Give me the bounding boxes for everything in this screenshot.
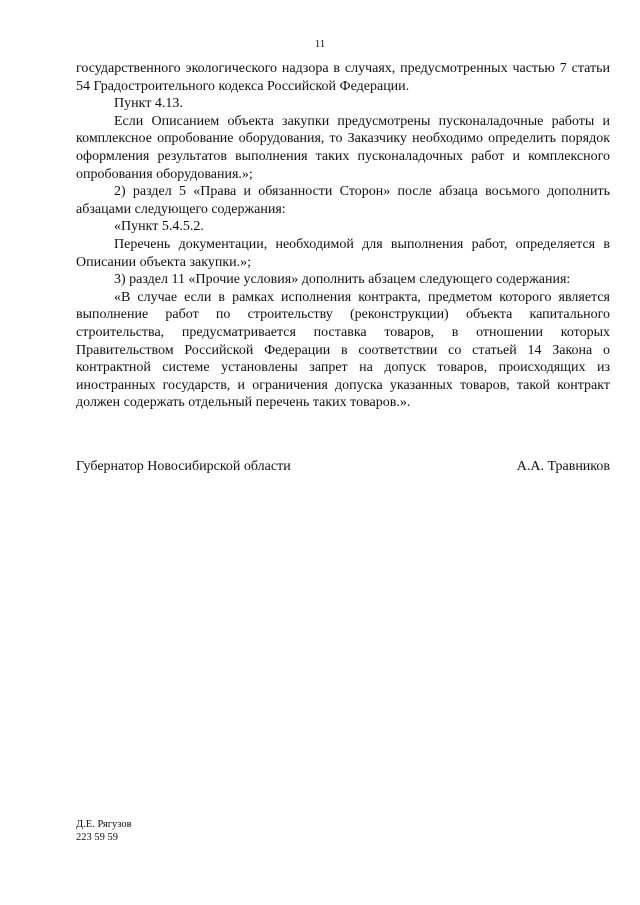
paragraph: «В случае если в рамках исполнения контракта, предметом которого является выполнение работ по строительству (реконструкции) объекта капитального строительства, предусматривается поставка товаров, в отношении которых Правительством Российской Федерации в соответствии со статьей 14 Закона о контрактной системе установлены запрет на допуск товаров, происходящих из иностранных государств, и ограничения допуска указанных товаров, такой контракт должен содержать отдельный перечень таких товаров.». — [76, 289, 610, 411]
executor-name: Д.Е. Рягузов — [76, 819, 132, 830]
paragraph: «Пункт 5.4.5.2. — [114, 219, 204, 235]
signatory-position: Губернатор Новосибирской области — [76, 459, 291, 474]
document-body — [76, 60, 610, 412]
signatory-name: А.А. Травников — [516, 459, 610, 474]
paragraph: 2) раздел 5 «Права и обязанности Сторон» после абзаца восьмого дополнить абзацами следующего содержания: — [76, 184, 610, 217]
signature-block — [76, 459, 610, 475]
paragraph: Пункт 4.13. — [114, 96, 183, 112]
paragraph: Перечень документации, необходимой для выполнения работ, определяется в Описании объекта закупки.»; — [76, 236, 610, 270]
executor-block — [76, 818, 132, 844]
paragraph: государственного экологического надзора в случаях, предусмотренных частью 7 статьи 54 Градостроительного кодекса Российской Федерации. — [76, 61, 610, 94]
paragraph: Если Описанием объекта закупки предусмотрены пусконаладочные работы и комплексное опробование оборудования, то Заказчику необходимо определить порядок оформления результатов выполнения таких пусконаладочных работ и комплексного опробования оборудования.»; — [76, 113, 610, 182]
page-number: 11 — [314, 38, 326, 50]
executor-phone: 223 59 59 — [76, 832, 118, 843]
paragraph: 3) раздел 11 «Прочие условия» дополнить абзацем следующего содержания: — [114, 272, 571, 288]
